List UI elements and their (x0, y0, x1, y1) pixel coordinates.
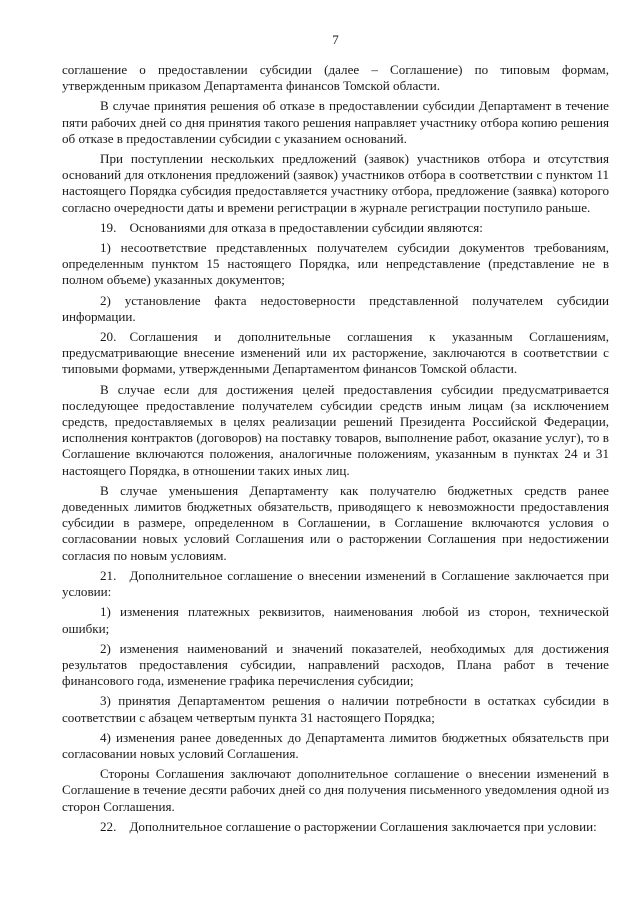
paragraph: соглашение о предоставлении субсидии (далее – Соглашение) по типовым формам, утвержденным приказом Департамента финансов Томской области. (62, 62, 609, 94)
paragraph: 22. Дополнительное соглашение о расторжении Соглашения заключается при условии: (100, 818, 597, 834)
paragraph: 2) установление факта недостоверности представленной получателем субсидии информации. (62, 292, 609, 324)
paragraph: 2) изменения наименований и значений показателей, необходимых для достижения результатов предоставления субсидии, направлений расходов, Плана работ в течение финансового года, изменение графика перечисления субсидии; (62, 640, 609, 689)
paragraph: 1) несоответствие представленных получателем субсидии документов требованиям, определенным пунктом 15 настоящего Порядка, или непредставление (представление не в полном объеме) указанных документов; (62, 240, 609, 288)
paragraph: В случае принятия решения об отказе в предоставлении субсидии Департамент в течение пяти рабочих дней со дня принятия такого решения направляет участнику отбора копию решения об отказе в предоставлении субсидии с указанием оснований. (62, 98, 609, 146)
paragraph: Стороны Соглашения заключают дополнительное соглашение о внесении изменений в Соглашение в течение десяти рабочих дней со дня получения письменного уведомления одной из сторон Соглашения. (62, 766, 609, 814)
document-page (62, 32, 609, 839)
paragraph: В случае если для достижения целей предоставления субсидии предусматривается последующее предоставление получателем субсидии средств иным лицам (за исключением средств, предоставляемых в целях реализации решений Президента Российской Федерации, исполнения контрактов (договоров) на поставку товаров, выполнение работ, оказание услуг), то в Соглашение включаются положения, аналогичные положениям, указанным в пунктах 24 и 31 настоящего Порядка, в отношении таких иных лиц. (62, 381, 609, 478)
document-body (62, 62, 609, 835)
paragraph: 20. Соглашения и дополнительные соглашения к указанным Соглашениям, предусматривающие внесение изменений или их расторжение, заключаются в соответствии с типовыми формами, утвержденными Департаментом финансов Томской области. (62, 329, 609, 377)
paragraph: 4) изменения ранее доведенных до Департамента лимитов бюджетных обязательств при согласовании новых условий Соглашения. (62, 729, 609, 761)
paragraph: При поступлении нескольких предложений (заявок) участников отбора и отсутствия оснований для отклонения предложений (заявок) участников отбора в соответствии с пунктом 11 настоящего Порядка субсидия предоставляется участнику отбора, предложение (заявка) которого согласно очередности даты и времени регистрации в журнале регистрации поступило раньше. (62, 151, 609, 215)
paragraph: 21. Дополнительное соглашение о внесении изменений в Соглашение заключается при условии: (62, 567, 609, 600)
paragraph: 3) принятия Департаментом решения о наличии потребности в остатках субсидии в соответствии с абзацем четвертым пункта 31 настоящего Порядка; (62, 693, 609, 725)
paragraph: 1) изменения платежных реквизитов, наименования любой из сторон, технической ошибки; (62, 604, 609, 636)
paragraph: В случае уменьшения Департаменту как получателю бюджетных средств ранее доведенных лимитов бюджетных обязательств, приводящего к невозможности предоставления субсидии в размере, определенном в Соглашении, в Соглашение включаются условия о согласовании новых условий Соглашения или о расторжении Соглашения при недостижении согласия по новым условиям. (62, 482, 609, 563)
paragraph: 19. Основаниями для отказа в предоставлении субсидии являются: (100, 219, 483, 235)
page-number: 7 (332, 32, 339, 47)
